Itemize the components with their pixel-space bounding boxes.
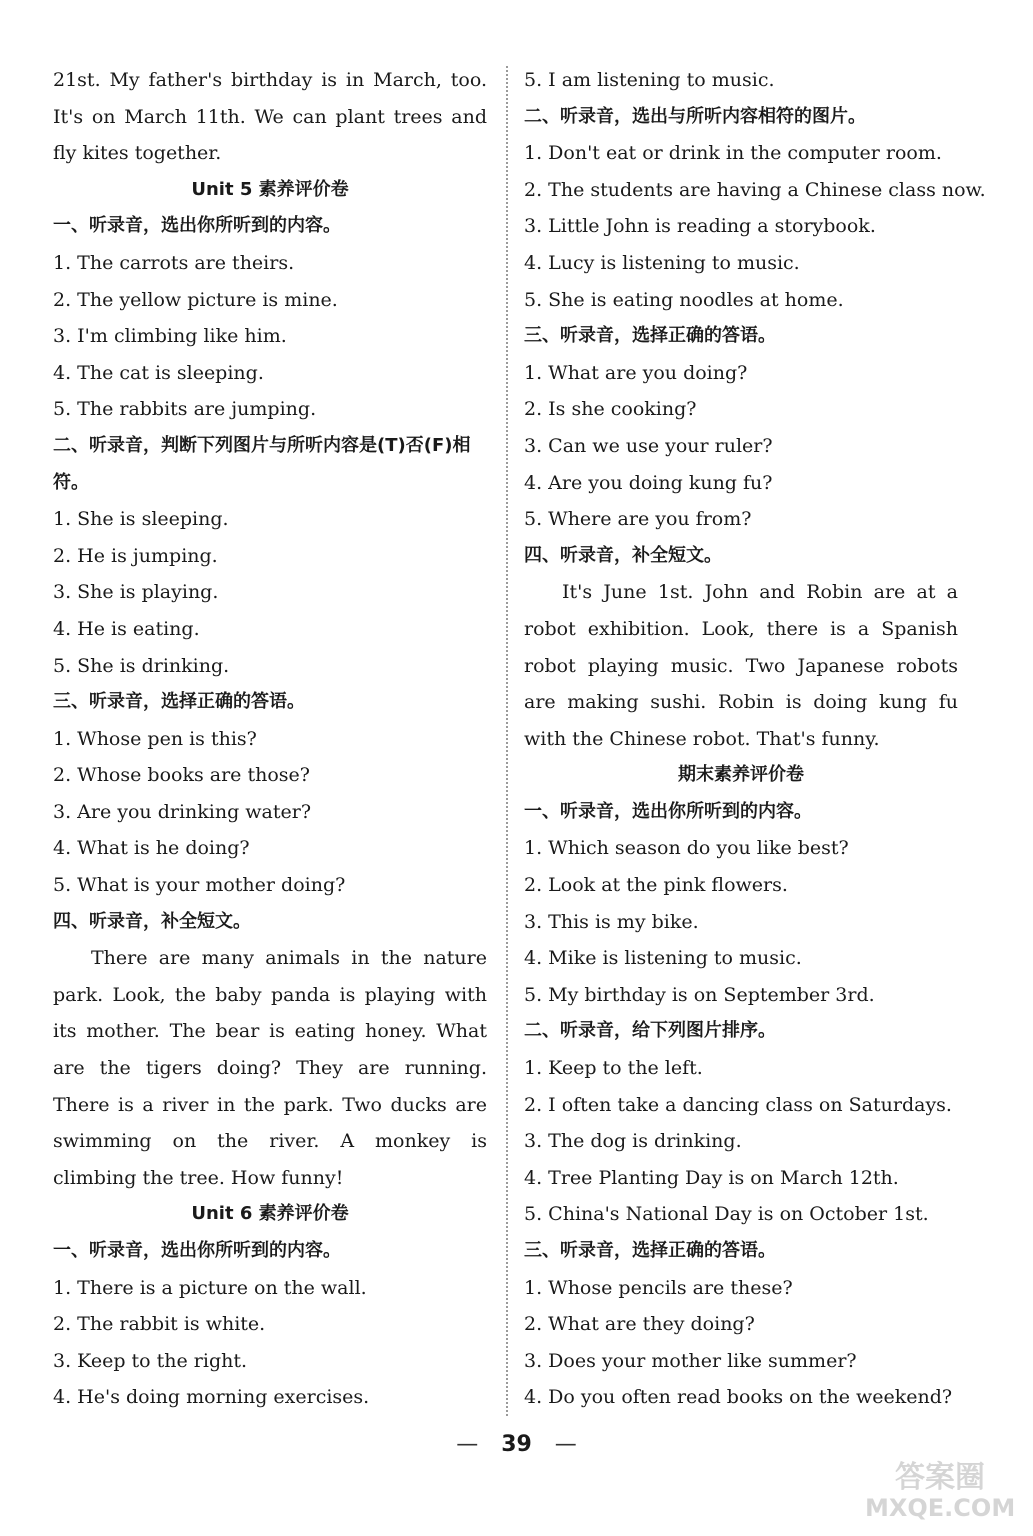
list-item: 2. Look at the pink flowers. [524, 874, 788, 897]
list-item: 5. She is eating noodles at home. [524, 288, 844, 311]
list-item: 4. He's doing morning exercises. [53, 1386, 370, 1409]
footer-dash-left: — [456, 1432, 479, 1457]
footer-dash-right: — [554, 1432, 577, 1457]
column-divider [506, 66, 508, 1416]
list-item: 5. What is your mother doing? [53, 874, 346, 897]
list-item: 3. Little John is reading a storybook. [524, 215, 876, 238]
final-s3-heading: 三、听录音，选择正确的答语。 [524, 1240, 776, 1261]
unit6-title: Unit 6 素养评价卷 [191, 1203, 349, 1225]
list-item: 4. Do you often read books on the weekend? [524, 1386, 953, 1409]
list-item: 2. The yellow picture is mine. [53, 288, 338, 311]
list-item: 4. He is eating. [53, 617, 200, 640]
page-number: 39 [501, 1432, 532, 1457]
list-item: 1. There is a picture on the wall. [53, 1276, 367, 1299]
list-item: 2. Is she cooking? [524, 398, 697, 421]
unit6-passage: It's June 1st. John and Robin are at a robot exhibition. Look, there is a Spanish robot playing music. Two Japanese robots are making sushi. Robin is doing kung fu with the Chinese robot. That's funny. [524, 581, 958, 750]
list-item: 1. Don't eat or drink in the computer room. [524, 142, 942, 165]
list-item: 3. This is my bike. [524, 910, 699, 933]
list-item: 5. My birthday is on September 3rd. [524, 983, 875, 1006]
list-item: 4. What is he doing? [53, 837, 250, 860]
right-column [524, 62, 986, 1416]
list-item: 2. I often take a dancing class on Saturdays. [524, 1093, 952, 1116]
watermark-bottom-text: MXQE.COM [865, 1494, 1016, 1522]
list-item: 5. I am listening to music. [524, 69, 775, 91]
list-item: 3. I'm climbing like him. [53, 325, 287, 348]
list-item: 1. Whose pen is this? [53, 727, 257, 750]
final-s2-heading: 二、听录音，给下列图片排序。 [524, 1020, 776, 1042]
unit6-s3-heading: 三、听录音，选择正确的答语。 [524, 325, 776, 347]
list-item: 2. The rabbit is white. [53, 1313, 266, 1336]
list-item: 3. Does your mother like summer? [524, 1349, 857, 1372]
list-item: 3. Are you drinking water? [53, 800, 312, 823]
unit6-s2-heading: 二、听录音，选出与所听内容相符的图片。 [524, 105, 866, 127]
list-item: 3. Can we use your ruler? [524, 434, 773, 457]
list-item: 4. The cat is sleeping. [53, 361, 264, 384]
unit5-s4-heading: 四、听录音，补全短文。 [53, 910, 251, 932]
list-item: 4. Are you doing kung fu? [524, 471, 773, 494]
list-item: 4. Tree Planting Day is on March 12th. [524, 1166, 899, 1189]
list-item: 2. Whose books are those? [53, 764, 310, 787]
left-column [53, 62, 487, 1416]
list-item: 5. She is drinking. [53, 654, 230, 677]
list-item: 1. Which season do you like best? [524, 837, 849, 860]
list-item: 2. He is jumping. [53, 544, 218, 567]
list-item: 1. What are you doing? [524, 361, 748, 384]
list-item: 5. China's National Day is on October 1st. [524, 1203, 929, 1226]
unit5-s1-heading: 一、听录音，选出你所听到的内容。 [53, 215, 341, 237]
final-s1-heading: 一、听录音，选出你所听到的内容。 [524, 800, 812, 822]
watermark-top-text: 答案圈 [895, 1460, 985, 1495]
intro-paragraph: 21st. My father's birthday is in March, too. It's on March 11th. We can plant trees and fly kites together. [53, 69, 487, 165]
list-item: 3. The dog is drinking. [524, 1130, 742, 1153]
watermark-logo [865, 1452, 1015, 1522]
list-item: 3. Keep to the right. [53, 1349, 248, 1372]
list-item: 1. Whose pencils are these? [524, 1276, 793, 1299]
list-item: 1. Keep to the left. [524, 1057, 703, 1080]
unit6-s4-heading: 四、听录音，补全短文。 [524, 544, 722, 566]
list-item: 5. Where are you from? [524, 508, 752, 531]
list-item: 3. She is playing. [53, 581, 219, 604]
list-item: 4. Lucy is listening to music. [524, 251, 800, 274]
list-item: 1. The carrots are theirs. [53, 251, 295, 274]
final-title: 期末素养评价卷 [678, 764, 804, 786]
list-item: 2. The students are having a Chinese class now. [524, 178, 986, 201]
list-item: 4. Mike is listening to music. [524, 947, 802, 970]
list-item: 5. The rabbits are jumping. [53, 398, 317, 421]
unit5-s2-heading: 二、听录音，判断下列图片与所听内容是(T)否(F)相符。 [53, 434, 471, 493]
list-item: 2. What are they doing? [524, 1313, 755, 1336]
unit5-s3-heading: 三、听录音，选择正确的答语。 [53, 691, 305, 713]
unit5-title: Unit 5 素养评价卷 [191, 178, 349, 200]
unit5-passage: There are many animals in the nature park. Look, the baby panda is playing with its mother. The bear is eating honey. What are the tigers doing? They are running. There is a river in the park. Two ducks are swimming on the river. A monkey is climbing the tree. How funny! [53, 947, 487, 1189]
list-item: 1. She is sleeping. [53, 508, 229, 531]
unit6-s1-heading: 一、听录音，选出你所听到的内容。 [53, 1240, 341, 1261]
